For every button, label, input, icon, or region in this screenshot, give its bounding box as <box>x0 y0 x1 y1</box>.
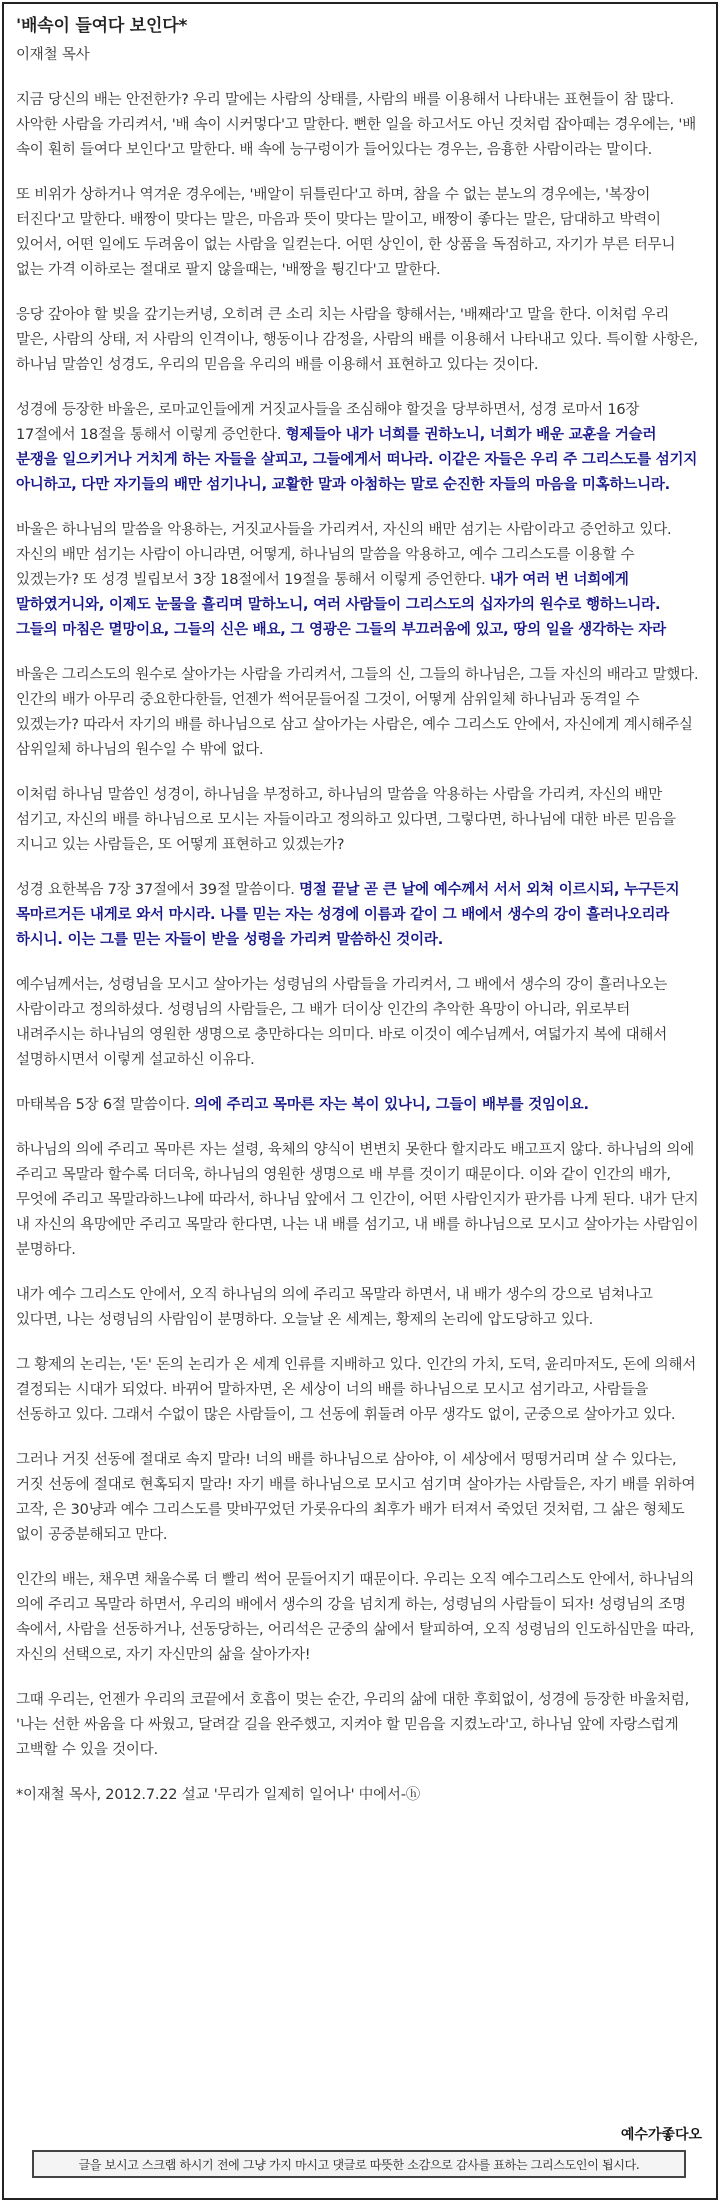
article-title: '배속이 들여다 보인다* <box>16 16 188 36</box>
paragraph: 인간의 배는, 채우면 채울수록 더 빨리 썩어 문들어지기 때문이다. 우리는 오직 예수그리스도 안에서, 하나님의 의에 주리고 목말라 하면서, 우리의 배에서 생수의 강을 넘치게 하는, 성령님의 사람들이 되자! 성령님의 조명 속에서, 사람을 선동하거나, 선동당하는, 어리석은 군중의 삶에서 탈피하여, 오직 성령님의 인도하심만을 따라, 자신의 선택으로, 자기 자신만의 삶을 살아가자! <box>16 1572 695 1663</box>
paragraph: 또 비위가 상하거나 역겨운 경우에는, '배알이 뒤틀린다'고 하며, 참을 수 없는 분노의 경우에는, '복장이 터진다'고 말한다. 배짱이 맞다는 말은, 마음과 뜻이 맞다는 말이고, 배짱이 좋다는 말은, 담대하고 박력이 있어서, 어떤 일에도 두려움이 없는 사람을 일컫는다. 어떤 상인이, 한 상품을 독점하고, 자기가 부른 터무니 없는 가격 이하로는 절대로 팔지 않을때는, '배짱을 튕긴다'고 말한다. <box>16 187 676 278</box>
paragraph-text: 성경 요한복음 7장 37절에서 39절 말씀이다. <box>16 882 300 898</box>
paragraph-text: 마태복음 5장 6절 말씀이다. <box>16 1097 195 1113</box>
scripture-quote: 형제들아 내가 너희를 권하노니, 너희가 배운 교훈을 거슬러 분쟁을 일으키거나 거치게 하는 자들을 살피고, 그들에게서 떠나라. 이같은 자들은 우리 주 그리스도를 섬기지 아니하고, 다만 자기들의 배만 섬기나니, 교활한 말과 아첨하는 말로 순진한 자들의 마음을 미혹하느니라. <box>16 427 698 493</box>
scrap-notice-text: 글을 보시고 스크랩 하시기 전에 그냥 가지 마시고 댓글로 따뜻한 소감으로 감사를 표하는 그리스도인이 됩시다. <box>78 2157 640 2172</box>
paragraph: 바울은 그리스도의 원수로 살아가는 사람을 가리켜서, 그들의 신, 그들의 하나님은, 그들 자신의 배라고 말했다. 인간의 배가 아무리 중요한다한들, 언젠가 썩어문들어질 그것이, 어떻게 삼위일체 하나님과 동격일 수 있겠는가? 따라서 자기의 배를 하나님으로 삼고 살아가는 사람은, 예수 그리스도 안에서, 자신에게 계시해주실 삼위일체 하나님의 원수일 수 밖에 없다. <box>16 667 699 758</box>
paragraph-text: 바울은 하나님의 말씀을 악용하는, 거짓교사들을 가리켜서, 자신의 배만 섬기는 사람이라고 증언하고 있다. 자신의 배만 섬기는 사람이 아니라면, 어떻게, 하나님의 말씀을 악용하고, 예수 그리스도를 이용할 수 있겠는가? 또 성경 빌립보서 3장 18절에서 19절을 통해서 이렇게 증언한다. <box>16 522 672 588</box>
paragraph: 예수님께서는, 성령님을 모시고 살아가는 성령님의 사람들을 가리켜서, 그 배에서 생수의 강이 흘러나오는 사람이라고 정의하셨다. 성령님의 사람들은, 그 배가 더이상 인간의 추악한 욕망이 아니라, 위로부터 내려주시는 하나님의 영원한 생명으로 충만하다는 의미다. 바로 이것이 예수님께서, 여덟가지 복에 대해서 설명하시면서 이렇게 설교하신 이유다. <box>16 977 668 1068</box>
paragraph: 그때 우리는, 언젠가 우리의 코끝에서 호흡이 멎는 순간, 우리의 삶에 대한 후회없이, 성경에 등장한 바울처럼, '나는 선한 싸움을 다 싸웠고, 달려갈 길을 완주했고, 지켜야 할 믿음을 지켰노라'고, 하나님 앞에 자랑스럽게 고백할 수 있을 것이다. <box>16 1692 690 1758</box>
paragraph <box>16 518 700 643</box>
paragraph <box>16 1093 700 1118</box>
paragraph: 그러나 거짓 선동에 절대로 속지 말라! 너의 배를 하나님으로 삼아야, 이 세상에서 떵떵거리며 살 수 있다는, 거짓 선동에 절대로 현혹되지 말라! 자기 배를 하나님으로 모시고 섬기며 살아가는 사람들은, 자기 배를 위하여 고작, 은 30냥과 예수 그리스도를 맞바꾸었던 가롯유다의 최후가 배가 터져서 죽었던 것처럼, 그 삶은 형체도 없이 공중분해되고 만다. <box>16 1452 696 1543</box>
scripture-quote: 의에 주리고 목마른 자는 복이 있나니, 그들이 배부를 것임이요. <box>194 1097 589 1113</box>
paragraph: 이처럼 하나님 말씀인 성경이, 하나님을 부정하고, 하나님의 말씀을 악용하는 사람을 가리켜, 자신의 배만 섬기고, 자신의 배를 하나님으로 모시는 자들이라고 정의하고 있다면, 그렇다면, 하나님에 대한 바른 믿음을 지니고 있는 사람들은, 또 어떻게 표현하고 있겠는가? <box>16 787 676 853</box>
blog-brand: 예수가좋다오 <box>620 2127 702 2143</box>
paragraph: 그 황제의 논리는, '돈' 돈의 논리가 온 세계 인류를 지배하고 있다. 인간의 가치, 도덕, 윤리마저도, 돈에 의해서 결정되는 시대가 되었다. 바뀌어 말하자면, 온 세상이 너의 배를 하나님으로 모시고 섬기라고, 사람들을 선동하고 있다. 그래서 수없이 많은 사람들이, 그 선동에 휘둘려 아무 생각도 없이, 군중으로 살아가고 있다. <box>16 1357 697 1423</box>
scripture-quote: 내가 여러 번 너희에게 말하였거니와, 이제도 눈물을 흘리며 말하노니, 여러 사람들이 그리스도의 십자가의 원수로 행하느니라. 그들의 마침은 멸망이요, 그들의 신은 배요, 그 영광은 그들의 부끄러움에 있고, 땅의 일을 생각하는 자라 <box>16 572 666 638</box>
scripture-quote: 명절 끝날 곧 큰 날에 예수께서 서서 외쳐 이르시되, 누구든지 목마르거든 내게로 와서 마시라. 나를 믿는 자는 성경에 이름과 같이 그 배에서 생수의 강이 흘러나오리라 하시니. 이는 그를 믿는 자들이 받을 성령을 가리켜 말씀하신 것이라. <box>16 882 680 948</box>
paragraph <box>16 878 700 953</box>
article-body <box>16 14 700 1808</box>
source-credit: *이재철 목사, 2012.7.22 설교 '무리가 일제히 일어나' 中에서-ⓗ <box>16 1787 421 1803</box>
scrap-notice-box <box>32 2150 686 2178</box>
paragraph: 내가 예수 그리스도 안에서, 오직 하나님의 의에 주리고 목말라 하면서, 내 배가 생수의 강으로 넘쳐나고 있다면, 나는 성령님의 사람임이 분명하다. 오늘날 온 세계는, 황제의 논리에 압도당하고 있다. <box>16 1287 653 1328</box>
paragraph-text: 성경에 등장한 바울은, 로마교인들에게 거짓교사들을 조심해야 할것을 당부하면서, 성경 로마서 16장 17절에서 18절을 통해서 이렇게 증언한다. <box>16 402 640 443</box>
paragraph: 하나님의 의에 주리고 목마른 자는 설령, 육체의 양식이 변변치 못한다 할지라도 배고프지 않다. 하나님의 의에 주리고 목말라 할수록 더더욱, 하나님의 영원한 생명으로 배 부를 것이기 때문이다. 이와 같이 인간의 배가, 무엇에 주리고 목말라하느냐에 따라서, 하나님 앞에서 그 인간이, 어떤 사람인지가 판가름 나게 된다. 내가 단지 내 자신의 욕망에만 주리고 목말라 한다면, 나는 내 배를 섬기고, 내 배를 하나님으로 모시고 살아가는 사람임이 분명하다. <box>16 1142 699 1258</box>
paragraph <box>16 398 700 498</box>
paragraph: 응당 갚아야 할 빚을 갚기는커녕, 오히려 큰 소리 치는 사람을 향해서는, '배째라'고 말을 한다. 이처럼 우리 말은, 사람의 상태, 저 사람의 인격이나, 행동이나 감정을, 사람의 배를 이용해서 나타내고 있다. 특이할 사항은, 하나님 말씀인 성경도, 우리의 믿음을 우리의 배를 이용해서 표현하고 있다는 것이다. <box>16 307 698 373</box>
article-author: 이재철 목사 <box>16 47 90 63</box>
paragraph: 지금 당신의 배는 안전한가? 우리 말에는 사람의 상태를, 사람의 배를 이용해서 나타내는 표현들이 참 많다. 사악한 사람을 가리켜서, '배 속이 시커멓다'고 말한다. 뻔한 일을 하고서도 아닌 것처럼 잡아떼는 경우에는, '배 속이 훤히 들여다 보인다'고 말한다. 배 속에 능구렁이가 들어있다는 경우는, 음흉한 사람이라는 말이다. <box>16 92 697 158</box>
